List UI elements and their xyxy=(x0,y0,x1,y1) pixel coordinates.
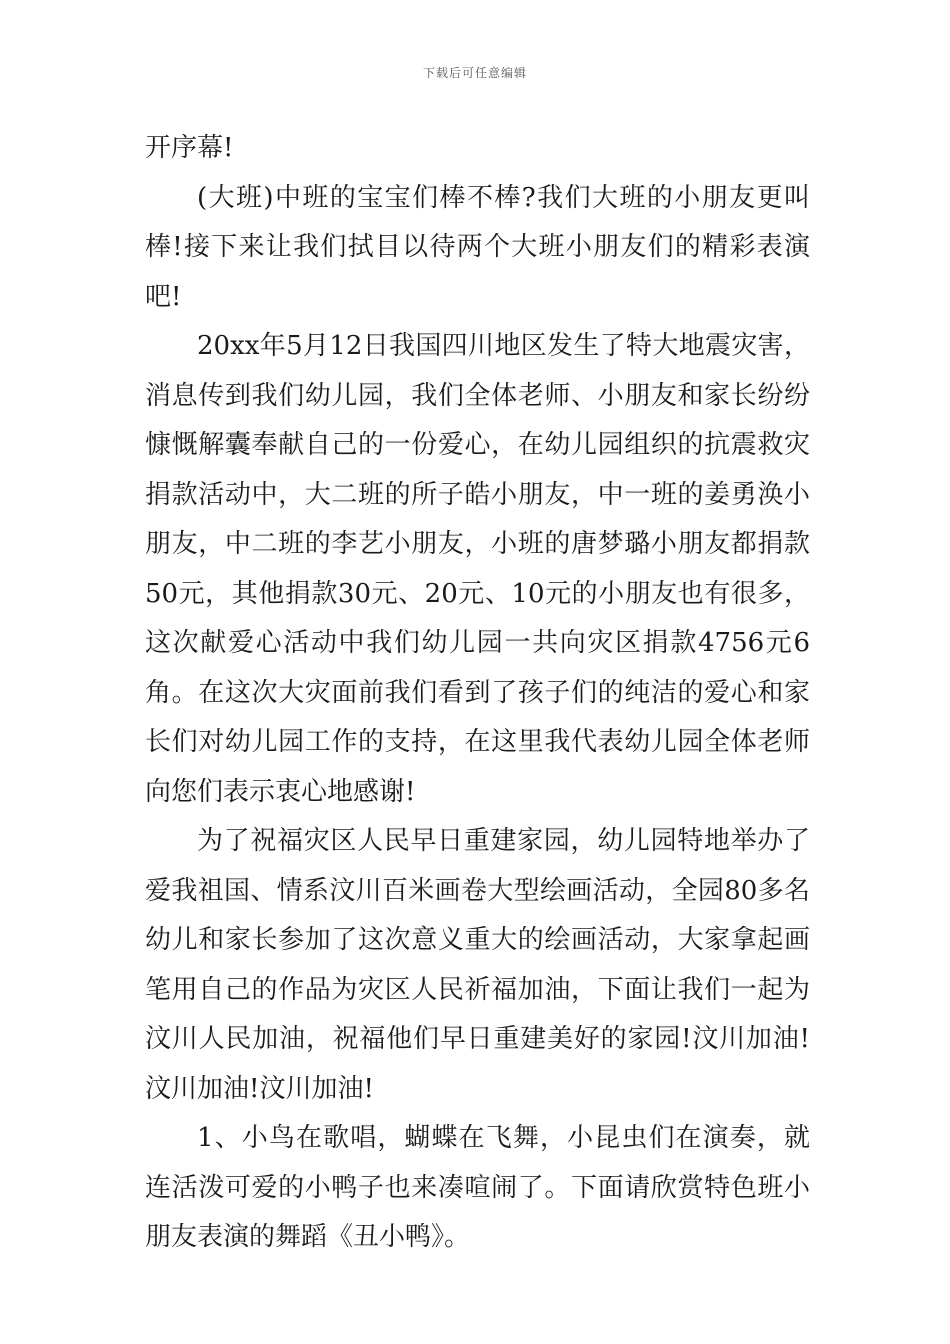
paragraph-duckling: 1、小鸟在歌唱，蝴蝶在飞舞，小昆虫们在演奏，就连活泼可爱的小鸭子也来凑喧闹了。下面请欣赏特色班小朋友表演的舞蹈《丑小鸭》。 xyxy=(145,1123,810,1252)
paragraph-big-class: (大班)中班的宝宝们棒不棒?我们大班的小朋友更叫棒!接下来让我们拭目以待两个大班小朋友们的精彩表演吧! xyxy=(145,182,810,312)
page-header: 下载后可任意编辑 xyxy=(422,66,527,80)
paragraph-donation: 20xx年5月12日我国四川地区发生了特大地震灾害，消息传到我们幼儿园，我们全体老师、小朋友和家长纷纷慷慨解囊奉献自己的一份爱心，在幼儿园组织的抗震救灾捐款活动中，大二班的所子皓小朋友，中一班的姜勇涣小朋友，中二班的李艺小朋友，小班的唐梦璐小朋友都捐款50元，其他捐款30元、20元、10元的小朋友也有很多，这次献爱心活动中我们幼儿园一共向灾区捐款4756元6角。在这次大灾面前我们看到了孩子们的纯洁的爱心和家长们对幼儿园工作的支持，在这里我代表幼儿园全体老师向您们表示衷心地感谢! xyxy=(145,331,810,807)
document-body xyxy=(145,124,810,1263)
paragraph-opening: 开序幕! xyxy=(145,133,234,163)
paragraph-painting: 为了祝福灾区人民早日重建家园，幼儿园特地举办了爱我祖国、情系汶川百米画卷大型绘画活动，全园80多名幼儿和家长参加了这次意义重大的绘画活动，大家拿起画笔用自己的作品为灾区人民祈福加油，下面让我们一起为汶川人民加油，祝福他们早日重建美好的家园!汶川加油!汶川加油!汶川加油! xyxy=(145,826,810,1104)
